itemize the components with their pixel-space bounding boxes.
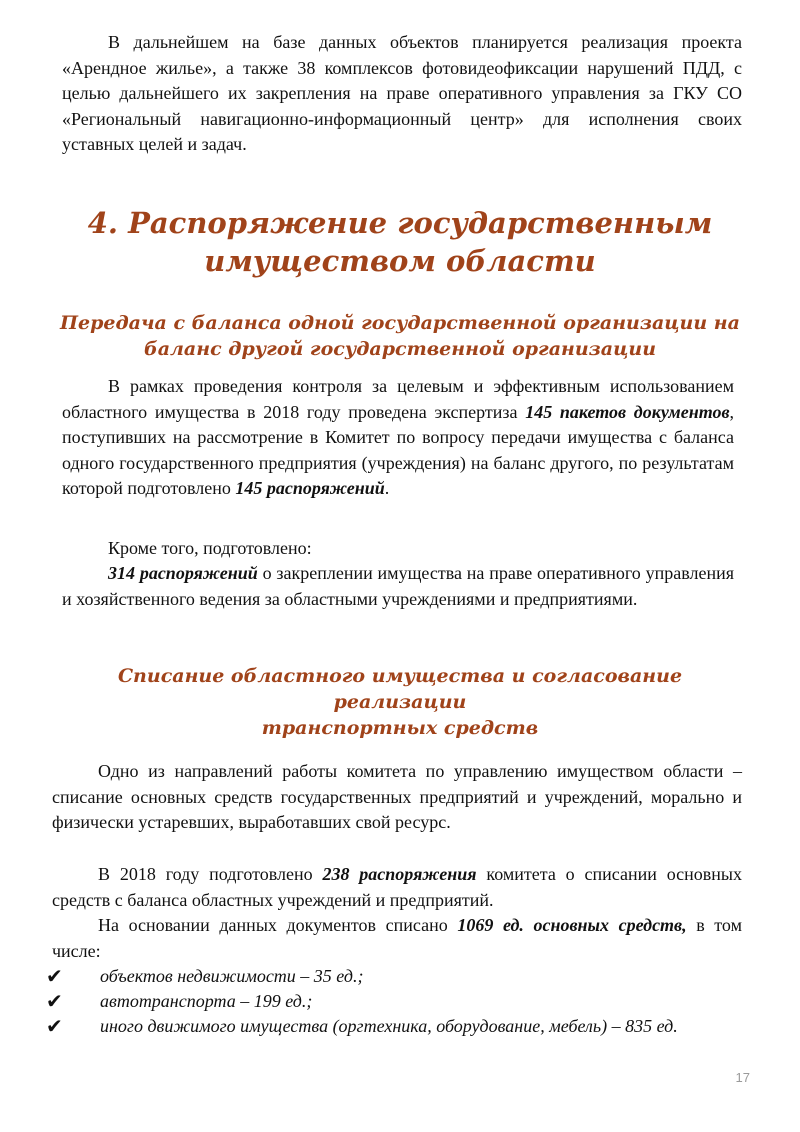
highlight-238: 238 распоряжения bbox=[322, 864, 477, 884]
writeoff-heading-line2: транспортных средств bbox=[261, 717, 539, 739]
section-title-line2: имуществом области bbox=[204, 244, 596, 278]
list-item: ✔ автотранспорта – 199 ед.; bbox=[46, 989, 313, 1013]
section-title bbox=[60, 204, 740, 280]
intro-text: В дальнейшем на базе данных объектов планируется реализация проекта «Арендное жилье», а также 38 комплексов фотовидеофиксации нарушений ПДД, с целью дальнейшего их закрепления на праве оперативного управления за ГКУ СО «Региональный навигационно-информационный центр» для исполнения своих уставных целей и задач. bbox=[62, 32, 742, 154]
transfer-heading-line2: баланс другой государственной организации bbox=[143, 338, 657, 360]
transfer-paragraph-1: В рамках проведения контроля за целевым и эффективным использованием областного имущества в 2018 году проведена экспертиза 145 пакетов документов, поступивших на рассмотрение в Комитет по вопросу передачи имущества с баланса одного государственного предприятия (учреждения) на баланс другого, по результатам которой подготовлено 145 распоряжений. bbox=[62, 376, 734, 498]
transfer-paragraph-2: Кроме того, подготовлено: bbox=[108, 538, 312, 558]
writeoff-heading bbox=[60, 663, 740, 741]
checkmark-icon: ✔ bbox=[46, 1014, 63, 1038]
transfer-heading-line1: Передача с баланса одной государственной организации на bbox=[60, 312, 740, 334]
writeoff-paragraph-2: В 2018 году подготовлено 238 распоряжения комитета о списании основных средств с баланса областных учреждений и предприятий. bbox=[52, 864, 743, 910]
highlight-orders: 145 распоряжений bbox=[235, 478, 385, 498]
page-number: 17 bbox=[735, 1070, 750, 1085]
list-item: ✔ объектов недвижимости – 35 ед.; bbox=[46, 964, 364, 988]
checkmark-icon: ✔ bbox=[46, 989, 63, 1013]
list-item: ✔ иного движимого имущества (оргтехника, оборудование, мебель) – 835 ед. bbox=[46, 1014, 678, 1038]
writeoff-list bbox=[46, 964, 742, 1039]
checkmark-icon: ✔ bbox=[46, 964, 63, 988]
writeoff-paragraph-3: На основании данных документов списано 1069 ед. основных средств, в том числе: bbox=[52, 915, 742, 961]
writeoff-paragraph-1: Одно из направлений работы комитета по управлению имуществом области – списание основных средств государственных предприятий и учреждений, морально и физически устаревших, выработавших свой ресурс. bbox=[52, 761, 742, 832]
highlight-1069: 1069 ед. основных средств, bbox=[457, 915, 687, 935]
transfer-paragraph-3: 314 распоряжений о закреплении имущества на праве оперативного управления и хозяйственного ведения за областными учреждениями и предприятиями. bbox=[62, 563, 734, 609]
intro-paragraph bbox=[62, 30, 742, 158]
highlight-314: 314 распоряжений bbox=[108, 563, 258, 583]
section-title-line1: 4. Распоряжение государственным bbox=[87, 206, 713, 240]
transfer-heading bbox=[60, 310, 740, 362]
writeoff-heading-line1: Списание областного имущества и согласование реализации bbox=[117, 665, 683, 713]
highlight-packages: 145 пакетов документов bbox=[525, 401, 730, 422]
